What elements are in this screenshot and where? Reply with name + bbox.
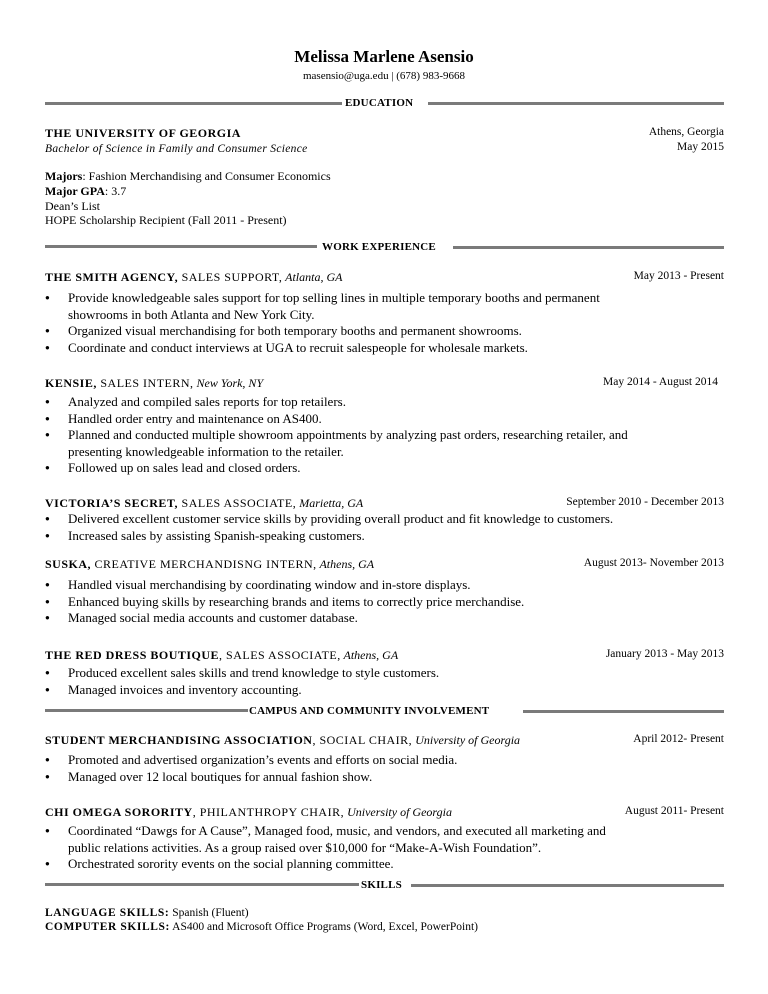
bullet-item: ● Provide knowledgeable sales support for top selling lines in multiple temporary booths and permanent [45, 290, 600, 307]
involvement-header [45, 733, 724, 748]
bullet-item: ● Followed up on sales lead and closed orders. [45, 460, 628, 477]
involvement-org: CHI OMEGA SORORITY [45, 805, 193, 819]
job-role: , SALES ASSOCIATE, [219, 648, 341, 662]
job-location: Marietta, GA [296, 496, 364, 510]
job-bullets [45, 511, 613, 544]
honor-deans-list: Dean’s List [45, 199, 100, 213]
job-org: SUSKA, [45, 557, 92, 571]
bullet-item: ● Delivered excellent customer service skills by providing overall product and fit knowledge to customers. [45, 511, 613, 528]
job-bullets [45, 290, 600, 356]
resume-name: Melissa Marlene Asensio [294, 47, 474, 66]
job-date: September 2010 - December 2013 [566, 496, 724, 508]
section-header-campus [45, 705, 724, 719]
section-rule [45, 883, 359, 886]
bullet-item: ● Enhanced buying skills by researching brands and items to correctly price merchandise. [45, 594, 524, 611]
bullet-item: ● Orchestrated sorority events on the social planning committee. [45, 856, 606, 873]
involvement-header [45, 805, 724, 820]
section-title: CAMPUS AND COMMUNITY INVOLVEMENT [249, 705, 490, 717]
bullet-item: ● Handled visual merchandising by coordinating window and in-store displays. [45, 577, 524, 594]
computer-skills-value: AS400 and Microsoft Office Programs (Word, Excel, PowerPoint) [169, 921, 478, 933]
job-date: May 2014 - August 2014 [603, 376, 718, 388]
education-degree-row [45, 141, 724, 156]
bullet-item: ● Increased sales by assisting Spanish-speaking customers. [45, 528, 613, 545]
language-skills-value: Spanish (Fluent) [169, 907, 249, 919]
bullet-item: ● Coordinate and conduct interviews at UGA to recruit salespeople for wholesale markets. [45, 340, 600, 357]
involvement-org: STUDENT MERCHANDISING ASSOCIATION [45, 733, 313, 747]
school-location: Athens, Georgia [648, 126, 724, 138]
involvement-role: , PHILANTHROPY CHAIR, [192, 805, 345, 819]
job-bullets [45, 577, 524, 627]
contact-line: masensio@uga.edu | (678) 983-9668 [302, 70, 466, 82]
job-location: Athens, GA [340, 648, 399, 662]
graduation-date: May 2015 [677, 141, 724, 153]
job-org: THE RED DRESS BOUTIQUE [45, 648, 220, 662]
computer-skills-line [45, 921, 478, 933]
bullet-item: ● Promoted and advertised organization’s events and efforts on social media. [45, 752, 457, 769]
job-date: May 2013 - Present [633, 270, 724, 282]
bullet-continuation: showrooms in both Atlanta and New York City. [68, 306, 315, 322]
section-rule [428, 102, 724, 105]
job-header [45, 557, 724, 572]
section-title: WORK EXPERIENCE [322, 241, 436, 253]
job-location: New York, NY [193, 376, 264, 390]
honor-hope-scholarship: HOPE Scholarship Recipient (Fall 2011 - Present) [45, 213, 287, 227]
majors-line [45, 169, 331, 184]
job-date: January 2013 - May 2013 [605, 648, 724, 660]
involvement-date: April 2012- Present [633, 733, 724, 745]
job-bullets [45, 394, 628, 477]
job-header [45, 270, 724, 285]
involvement-location: University of Georgia [344, 805, 452, 819]
job-header [45, 376, 724, 391]
involvement-role: , SOCIAL CHAIR, [312, 733, 413, 747]
job-location: Athens, GA [316, 557, 375, 571]
bullet-continuation: presenting knowledgeable information to the retailer. [68, 443, 344, 459]
involvement-bullets [45, 752, 457, 785]
section-header-work [45, 241, 724, 255]
education-school-row [45, 126, 724, 141]
bullet-item: ● Organized visual merchandising for both temporary booths and permanent showrooms. [45, 323, 600, 340]
section-rule [45, 102, 342, 105]
section-rule [45, 709, 248, 712]
majors-label: Majors [45, 169, 83, 183]
job-org: THE SMITH AGENCY, [45, 270, 179, 284]
involvement-date: August 2011- Present [624, 805, 724, 817]
section-rule [523, 710, 724, 713]
bullet-continuation: public relations activities. As a group raised over $10,000 for “Make-A-Wish Foundation”. [68, 839, 542, 855]
gpa-line [45, 184, 126, 199]
section-title: SKILLS [361, 879, 402, 891]
degree: Bachelor of Science in Family and Consumer Science [45, 143, 308, 155]
job-header [45, 496, 724, 511]
section-rule [45, 245, 317, 248]
gpa-label: Major GPA [45, 184, 105, 198]
section-title: EDUCATION [345, 97, 414, 109]
involvement-bullets [45, 823, 606, 873]
language-skills-line [45, 907, 249, 919]
bullet-item: ● Handled order entry and maintenance on AS400. [45, 411, 628, 428]
section-rule [411, 884, 724, 887]
job-bullets [45, 665, 439, 698]
job-role: SALES SUPPORT, [178, 270, 283, 284]
bullet-item: ● Planned and conducted multiple showroom appointments by analyzing past orders, researching retailer, and [45, 427, 628, 444]
involvement-location: University of Georgia [412, 733, 521, 747]
section-header-education [45, 97, 724, 111]
bullet-item: ● Managed invoices and inventory accounting. [45, 682, 439, 699]
section-rule [453, 246, 724, 249]
job-header [45, 648, 724, 663]
job-date: August 2013- November 2013 [583, 557, 724, 569]
job-org: KENSIE, [45, 376, 97, 390]
gpa-value: : 3.7 [104, 184, 127, 198]
bullet-item: ● Analyzed and compiled sales reports for top retailers. [45, 394, 628, 411]
bullet-item: ● Managed over 12 local boutiques for annual fashion show. [45, 769, 457, 786]
job-role: SALES INTERN, [96, 376, 194, 390]
job-location: Atlanta, GA [282, 270, 343, 284]
job-role: CREATIVE MERCHANDISNG INTERN, [91, 557, 317, 571]
majors-value: : Fashion Merchandising and Consumer Economics [82, 169, 331, 183]
section-header-skills [45, 879, 724, 893]
computer-skills-label: COMPUTER SKILLS: [45, 921, 170, 933]
job-org: VICTORIA’S SECRET, [45, 496, 179, 510]
bullet-item: ● Managed social media accounts and customer database. [45, 610, 524, 627]
job-role: SALES ASSOCIATE, [178, 496, 297, 510]
bullet-item: ● Coordinated “Dawgs for A Cause”, Managed food, music, and vendors, and executed all marketing and [45, 823, 606, 840]
bullet-item: ● Produced excellent sales skills and trend knowledge to style customers. [45, 665, 439, 682]
language-skills-label: LANGUAGE SKILLS: [45, 907, 170, 919]
school-name: THE UNIVERSITY OF GEORGIA [45, 126, 241, 140]
